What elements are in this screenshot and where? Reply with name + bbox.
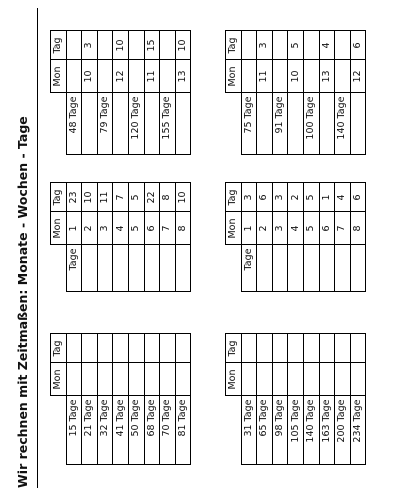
tag-cell[interactable]: 1 [319,183,335,212]
column-header-mon: Mon [226,60,242,93]
mon-cell[interactable] [66,60,82,93]
tag-cell[interactable]: 10 [113,31,129,60]
table-row [319,334,335,465]
mon-cell[interactable] [288,363,304,396]
row-label: 81 Tage [175,396,191,465]
section-2-block-2 [225,183,366,293]
table-row [144,183,160,292]
row-label: 105 Tage [288,396,304,465]
tag-cell[interactable] [257,334,273,363]
exercise-table [50,183,191,293]
row-label [144,245,160,292]
row-label: 120 Tage [128,93,144,155]
tag-cell[interactable]: 10 [82,183,98,212]
row-label: 31 Tage [241,396,257,465]
section-1-block-2 [50,183,191,293]
table-row [335,31,351,155]
exercise-table [225,31,366,156]
mon-cell[interactable]: 4 [288,212,304,245]
mon-cell[interactable]: 10 [288,60,304,93]
tag-cell[interactable] [288,334,304,363]
column-header-tag: Tag [226,31,242,60]
tag-cell[interactable] [97,334,113,363]
mon-cell[interactable]: 1 [66,212,82,245]
row-label [175,245,191,292]
tag-cell[interactable] [335,334,351,363]
tag-cell[interactable] [128,31,144,60]
row-label [113,93,129,155]
table-row [128,31,144,155]
row-label: 163 Tage [319,396,335,465]
table-row [82,183,98,292]
row-label: 21 Tage [82,396,98,465]
table-row [113,183,129,292]
table-row [272,183,288,292]
tag-cell[interactable]: 10 [175,183,191,212]
exercise-table [50,31,191,156]
tag-cell[interactable] [303,31,319,60]
row-label [128,245,144,292]
mon-cell[interactable]: 2 [257,212,273,245]
column-header-tag: Tag [51,31,67,60]
column-header-mon: Mon [51,212,67,245]
table-row [350,334,366,465]
tag-cell[interactable]: 6 [350,31,366,60]
mon-cell[interactable] [335,60,351,93]
row-label [82,93,98,155]
table-row [97,183,113,292]
table-row [303,31,319,155]
tag-cell[interactable]: 2 [288,183,304,212]
tag-cell[interactable]: 4 [319,31,335,60]
row-label [257,93,273,155]
tag-cell[interactable] [113,334,129,363]
table-header-row [226,31,242,155]
row-label: 48 Tage [66,93,82,155]
tag-cell[interactable] [241,31,257,60]
tag-cell[interactable]: 22 [144,183,160,212]
row-label: 100 Tage [303,93,319,155]
tag-cell[interactable] [144,334,160,363]
mon-cell[interactable]: 7 [335,212,351,245]
table-row [335,334,351,465]
column-header-mon: Mon [51,363,67,396]
exercise-table [50,334,191,466]
row-label [82,245,98,292]
mon-cell[interactable]: 11 [257,60,273,93]
row-label: 155 Tage [160,93,176,155]
table-row [241,334,257,465]
tag-cell[interactable]: 5 [288,31,304,60]
table-row [97,334,113,465]
mon-cell[interactable]: 13 [175,60,191,93]
table-row [257,31,273,155]
mon-cell[interactable] [272,60,288,93]
mon-cell[interactable] [175,363,191,396]
tag-cell[interactable]: 10 [175,31,191,60]
exercise-table [225,183,366,293]
row-label [303,245,319,292]
table-row [160,183,176,292]
column-header-tag: Tag [51,183,67,212]
tag-cell[interactable]: 5 [128,183,144,212]
section-2-block-1 [225,334,366,466]
table-row [175,334,191,465]
table-row [335,183,351,292]
mon-cell[interactable] [144,363,160,396]
mon-cell[interactable]: 3 [272,212,288,245]
header-corner [226,93,242,155]
row-label [97,245,113,292]
tag-cell[interactable] [272,334,288,363]
section-2-block-3 [225,31,366,156]
section-1-block-1 [50,334,191,466]
mon-cell[interactable]: 8 [350,212,366,245]
row-label [319,245,335,292]
table-row [303,334,319,465]
table-row [128,183,144,292]
tag-cell[interactable] [319,334,335,363]
tag-cell[interactable] [97,31,113,60]
header-corner [51,93,67,155]
mon-cell[interactable]: 5 [128,212,144,245]
mon-cell[interactable]: 8 [175,212,191,245]
table-row [272,31,288,155]
section-1-block-3 [50,31,191,156]
tag-cell[interactable] [175,334,191,363]
tag-cell[interactable]: 3 [272,183,288,212]
tag-cell[interactable] [160,334,176,363]
row-label [350,245,366,292]
column-header-tag: Tag [226,183,242,212]
table-row [128,334,144,465]
row-label: 65 Tage [257,396,273,465]
table-header-row [226,183,242,292]
table-row [350,183,366,292]
mon-cell[interactable]: 5 [303,212,319,245]
exercise-table [225,334,366,466]
tag-cell[interactable]: 11 [97,183,113,212]
table-header-row [51,183,67,292]
table-row [66,183,82,292]
column-header-tag: Tag [226,334,242,363]
header-corner [226,396,242,465]
row-label: 200 Tage [335,396,351,465]
column-header-mon: Mon [226,212,242,245]
row-label: 140 Tage [303,396,319,465]
header-corner [226,245,242,292]
table-row [241,31,257,155]
tag-cell[interactable]: 23 [66,183,82,212]
row-label: 75 Tage [241,93,257,155]
row-label: 91 Tage [272,93,288,155]
tag-cell[interactable] [303,334,319,363]
mon-cell[interactable] [241,60,257,93]
table-header-row [51,31,67,155]
column-header-mon: Mon [226,363,242,396]
page-title: Wir rechnen mit Zeitmaßen: Monate - Wochen - Tage [15,116,30,488]
table-row [288,334,304,465]
table-row [257,334,273,465]
column-header-mon: Mon [51,60,67,93]
table-header-row [51,334,67,465]
table-row [350,31,366,155]
row-label [175,93,191,155]
tag-cell[interactable]: 3 [82,31,98,60]
tag-cell[interactable] [160,31,176,60]
mon-cell[interactable]: 6 [319,212,335,245]
table-row [66,334,82,465]
row-label [319,93,335,155]
mon-cell[interactable] [82,363,98,396]
row-label: 98 Tage [272,396,288,465]
table-row [288,183,304,292]
tag-cell[interactable] [82,334,98,363]
tag-cell[interactable] [335,31,351,60]
row-label [335,245,351,292]
row-label: Tage [66,245,82,292]
tag-cell[interactable]: 7 [113,183,129,212]
mon-cell[interactable] [97,363,113,396]
mon-cell[interactable] [335,363,351,396]
mon-cell[interactable] [303,363,319,396]
mon-cell[interactable] [128,60,144,93]
table-row [175,31,191,155]
table-row [66,31,82,155]
header-corner [51,396,67,465]
row-label: 140 Tage [335,93,351,155]
row-label [288,93,304,155]
tag-cell[interactable] [272,31,288,60]
mon-cell[interactable]: 10 [82,60,98,93]
mon-cell[interactable] [303,60,319,93]
mon-cell[interactable]: 7 [160,212,176,245]
tag-cell[interactable]: 3 [257,31,273,60]
row-label: 79 Tage [97,93,113,155]
table-row [82,334,98,465]
row-label: 234 Tage [350,396,366,465]
header-corner [51,245,67,292]
mon-cell[interactable] [272,363,288,396]
tag-cell[interactable] [128,334,144,363]
row-label [272,245,288,292]
row-label [144,93,160,155]
table-row [319,31,335,155]
mon-cell[interactable] [160,363,176,396]
title-divider [37,8,38,488]
mon-cell[interactable]: 12 [113,60,129,93]
row-label: 68 Tage [144,396,160,465]
mon-cell[interactable] [97,60,113,93]
mon-cell[interactable]: 1 [241,212,257,245]
table-row [175,183,191,292]
table-row [97,31,113,155]
table-row [144,334,160,465]
row-label [113,245,129,292]
table-row [144,31,160,155]
tag-cell[interactable]: 3 [241,183,257,212]
table-row [319,183,335,292]
table-row [272,334,288,465]
tag-cell[interactable]: 8 [160,183,176,212]
tag-cell[interactable]: 6 [350,183,366,212]
mon-cell[interactable] [241,363,257,396]
column-header-tag: Tag [51,334,67,363]
tag-cell[interactable]: 6 [257,183,273,212]
table-row [257,183,273,292]
mon-cell[interactable]: 4 [113,212,129,245]
row-label: 15 Tage [66,396,82,465]
table-row [82,31,98,155]
mon-cell[interactable] [319,363,335,396]
row-label: 70 Tage [160,396,176,465]
mon-cell[interactable]: 2 [82,212,98,245]
mon-cell[interactable] [113,363,129,396]
row-label [160,245,176,292]
tag-cell[interactable]: 5 [303,183,319,212]
table-row [303,183,319,292]
row-label: Tage [241,245,257,292]
mon-cell[interactable]: 3 [97,212,113,245]
mon-cell[interactable]: 12 [350,60,366,93]
mon-cell[interactable] [128,363,144,396]
table-row [288,31,304,155]
mon-cell[interactable]: 11 [144,60,160,93]
mon-cell[interactable]: 6 [144,212,160,245]
tag-cell[interactable]: 15 [144,31,160,60]
mon-cell[interactable] [257,363,273,396]
mon-cell[interactable] [350,363,366,396]
tag-cell[interactable] [66,334,82,363]
row-label [350,93,366,155]
table-row [241,183,257,292]
row-label: 32 Tage [97,396,113,465]
tag-cell[interactable] [350,334,366,363]
mon-cell[interactable] [160,60,176,93]
row-label [288,245,304,292]
tag-cell[interactable]: 4 [335,183,351,212]
table-row [113,334,129,465]
table-row [113,31,129,155]
table-row [160,31,176,155]
table-row [160,334,176,465]
mon-cell[interactable]: 13 [319,60,335,93]
mon-cell[interactable] [66,363,82,396]
row-label: 41 Tage [113,396,129,465]
table-header-row [226,334,242,465]
row-label [257,245,273,292]
row-label: 50 Tage [128,396,144,465]
tag-cell[interactable] [66,31,82,60]
tag-cell[interactable] [241,334,257,363]
